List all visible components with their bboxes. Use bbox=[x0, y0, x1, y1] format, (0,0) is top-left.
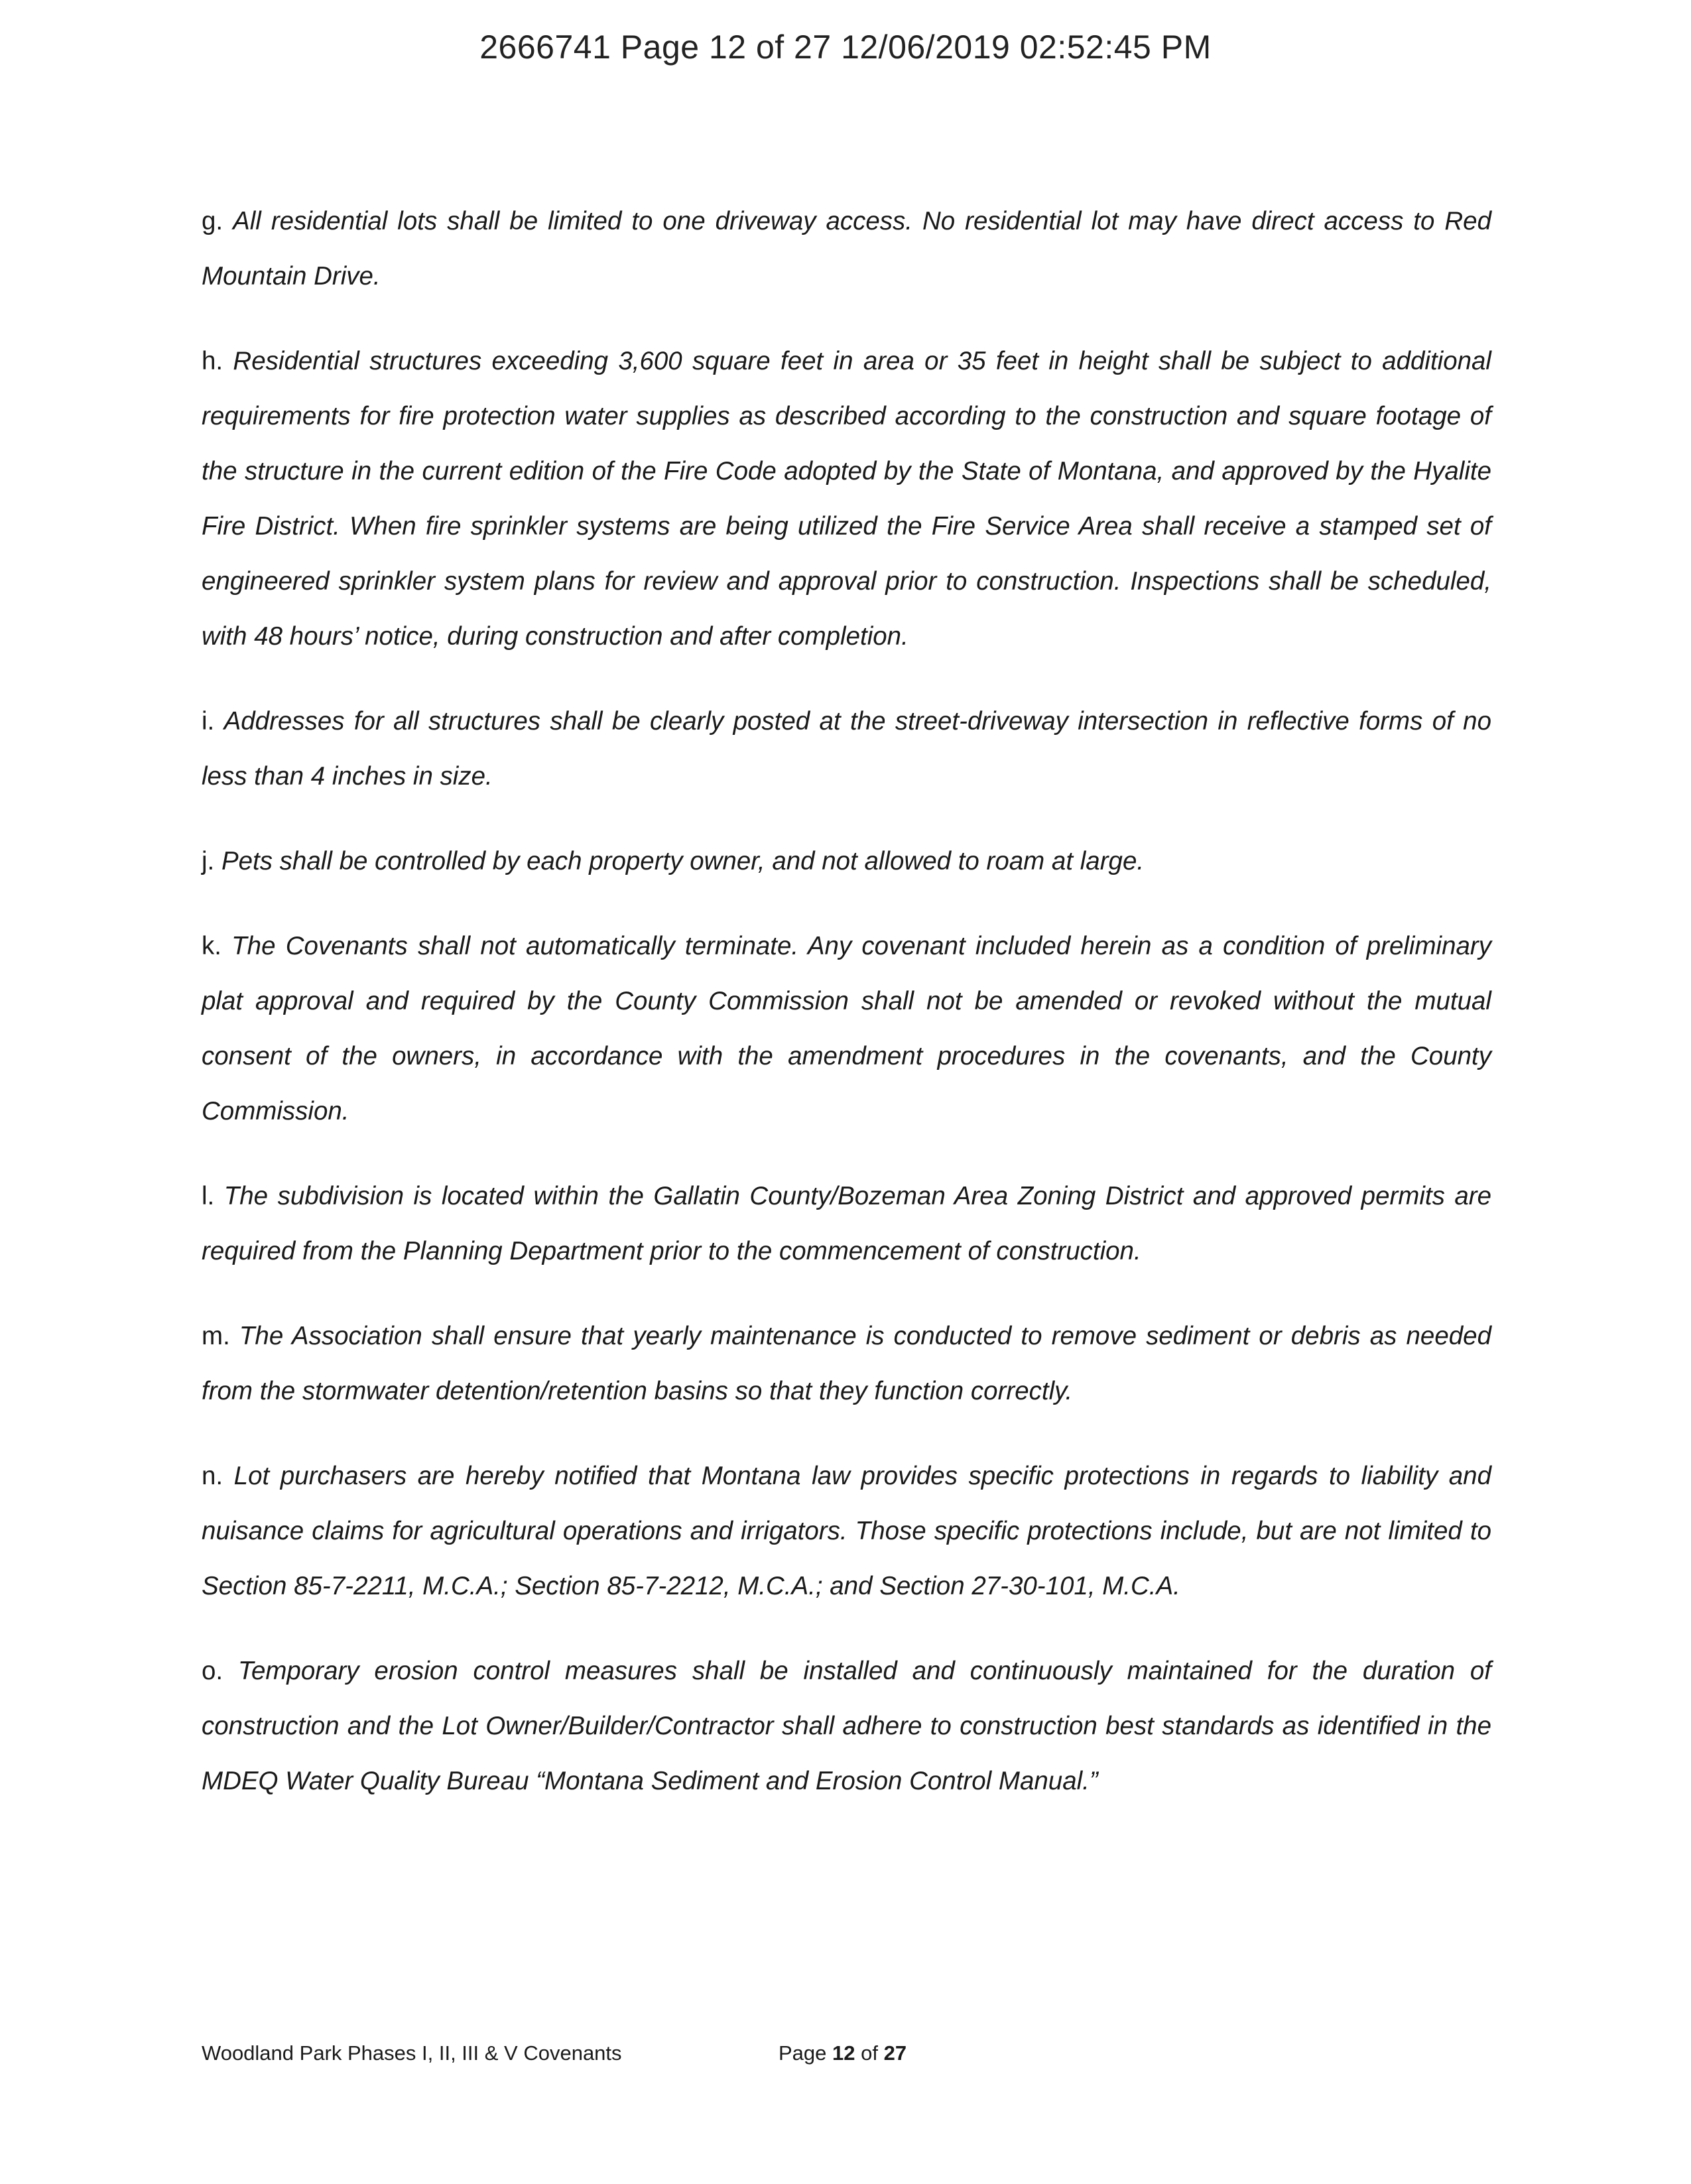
paragraph-marker: m. bbox=[202, 1322, 230, 1350]
paragraph-marker: n. bbox=[202, 1462, 223, 1490]
paragraph-text: Residential structures exceeding 3,600 square feet in area or 35 feet in height shall be subject to additional requirements for fire protection water supplies as described according to the construction and square footage of the structure in the current edition of the Fire Code adopted by the State of Montana, and approved by the Hyalite Fire District. When fire sprinkler systems are being utilized the Fire Service Area shall receive a stamped set of engineered sprinkler system plans for review and approval prior to construction. Inspections shall be scheduled, with 48 hours’ notice, during construction and after completion. bbox=[202, 347, 1491, 651]
footer-page-of: of bbox=[861, 2041, 878, 2065]
paragraph-text: Temporary erosion control measures shall be installed and continuously maintained for the duration of construction and the Lot Owner/Builder/Contractor shall adhere to construction best standards as identified in the MDEQ Water Quality Bureau “Montana Sediment and Erosion Control Manual.” bbox=[202, 1657, 1491, 1795]
paragraph-marker: j. bbox=[202, 847, 215, 875]
footer-page-word: Page bbox=[779, 2041, 827, 2065]
footer-document-title: Woodland Park Phases I, II, III & V Covenants bbox=[202, 2041, 622, 2065]
paragraph-j bbox=[202, 834, 1491, 889]
footer-page-total: 27 bbox=[883, 2041, 907, 2065]
paragraph-g bbox=[202, 194, 1491, 304]
paragraph-text: The Association shall ensure that yearly maintenance is conducted to remove sediment or debris as needed from the stormwater detention/retention basins so that they function correctly. bbox=[202, 1322, 1491, 1405]
paragraph-i bbox=[202, 694, 1491, 804]
paragraph-h bbox=[202, 334, 1491, 664]
paragraph-text: Addresses for all structures shall be clearly posted at the street-driveway intersection in reflective forms of no less than 4 inches in size. bbox=[202, 707, 1491, 791]
paragraph-o bbox=[202, 1643, 1491, 1809]
footer-page-number bbox=[779, 2041, 907, 2065]
paragraph-text: Pets shall be controlled by each property owner, and not allowed to roam at large. bbox=[221, 847, 1145, 875]
paragraph-text: The subdivision is located within the Gallatin County/Bozeman Area Zoning District and approved permits are required from the Planning Department prior to the commencement of construction. bbox=[202, 1182, 1491, 1265]
footer-page-current: 12 bbox=[832, 2041, 855, 2065]
paragraph-l bbox=[202, 1169, 1491, 1279]
paragraph-marker: o. bbox=[202, 1657, 223, 1685]
recording-stamp: 2666741 Page 12 of 27 12/06/2019 02:52:45 PM bbox=[479, 29, 1212, 66]
paragraph-text: Lot purchasers are hereby notified that Montana law provides specific protections in regards to liability and nuisance claims for agricultural operations and irrigators. Those specific protections include, but are not limited to Section 85-7-2211, M.C.A.; Section 85-7-2212, M.C.A.; and Section 27-30-101, M.C.A. bbox=[202, 1462, 1491, 1600]
paragraph-text: All residential lots shall be limited to one driveway access. No residential lot may have direct access to Red Mountain Drive. bbox=[202, 207, 1491, 290]
paragraph-n bbox=[202, 1448, 1491, 1614]
paragraph-marker: h. bbox=[202, 347, 223, 375]
paragraph-marker: i. bbox=[202, 707, 215, 736]
document-body bbox=[202, 194, 1491, 1838]
paragraph-marker: k. bbox=[202, 932, 221, 960]
paragraph-marker: g. bbox=[202, 207, 223, 235]
paragraph-marker: l. bbox=[202, 1182, 215, 1210]
paragraph-k bbox=[202, 919, 1491, 1139]
paragraph-text: The Covenants shall not automatically terminate. Any covenant included herein as a condition of preliminary plat approval and required by the County Commission shall not be amended or revoked without the mutual consent of the owners, in accordance with the amendment procedures in the covenants, and the County Commission. bbox=[202, 932, 1492, 1125]
paragraph-m bbox=[202, 1309, 1491, 1419]
